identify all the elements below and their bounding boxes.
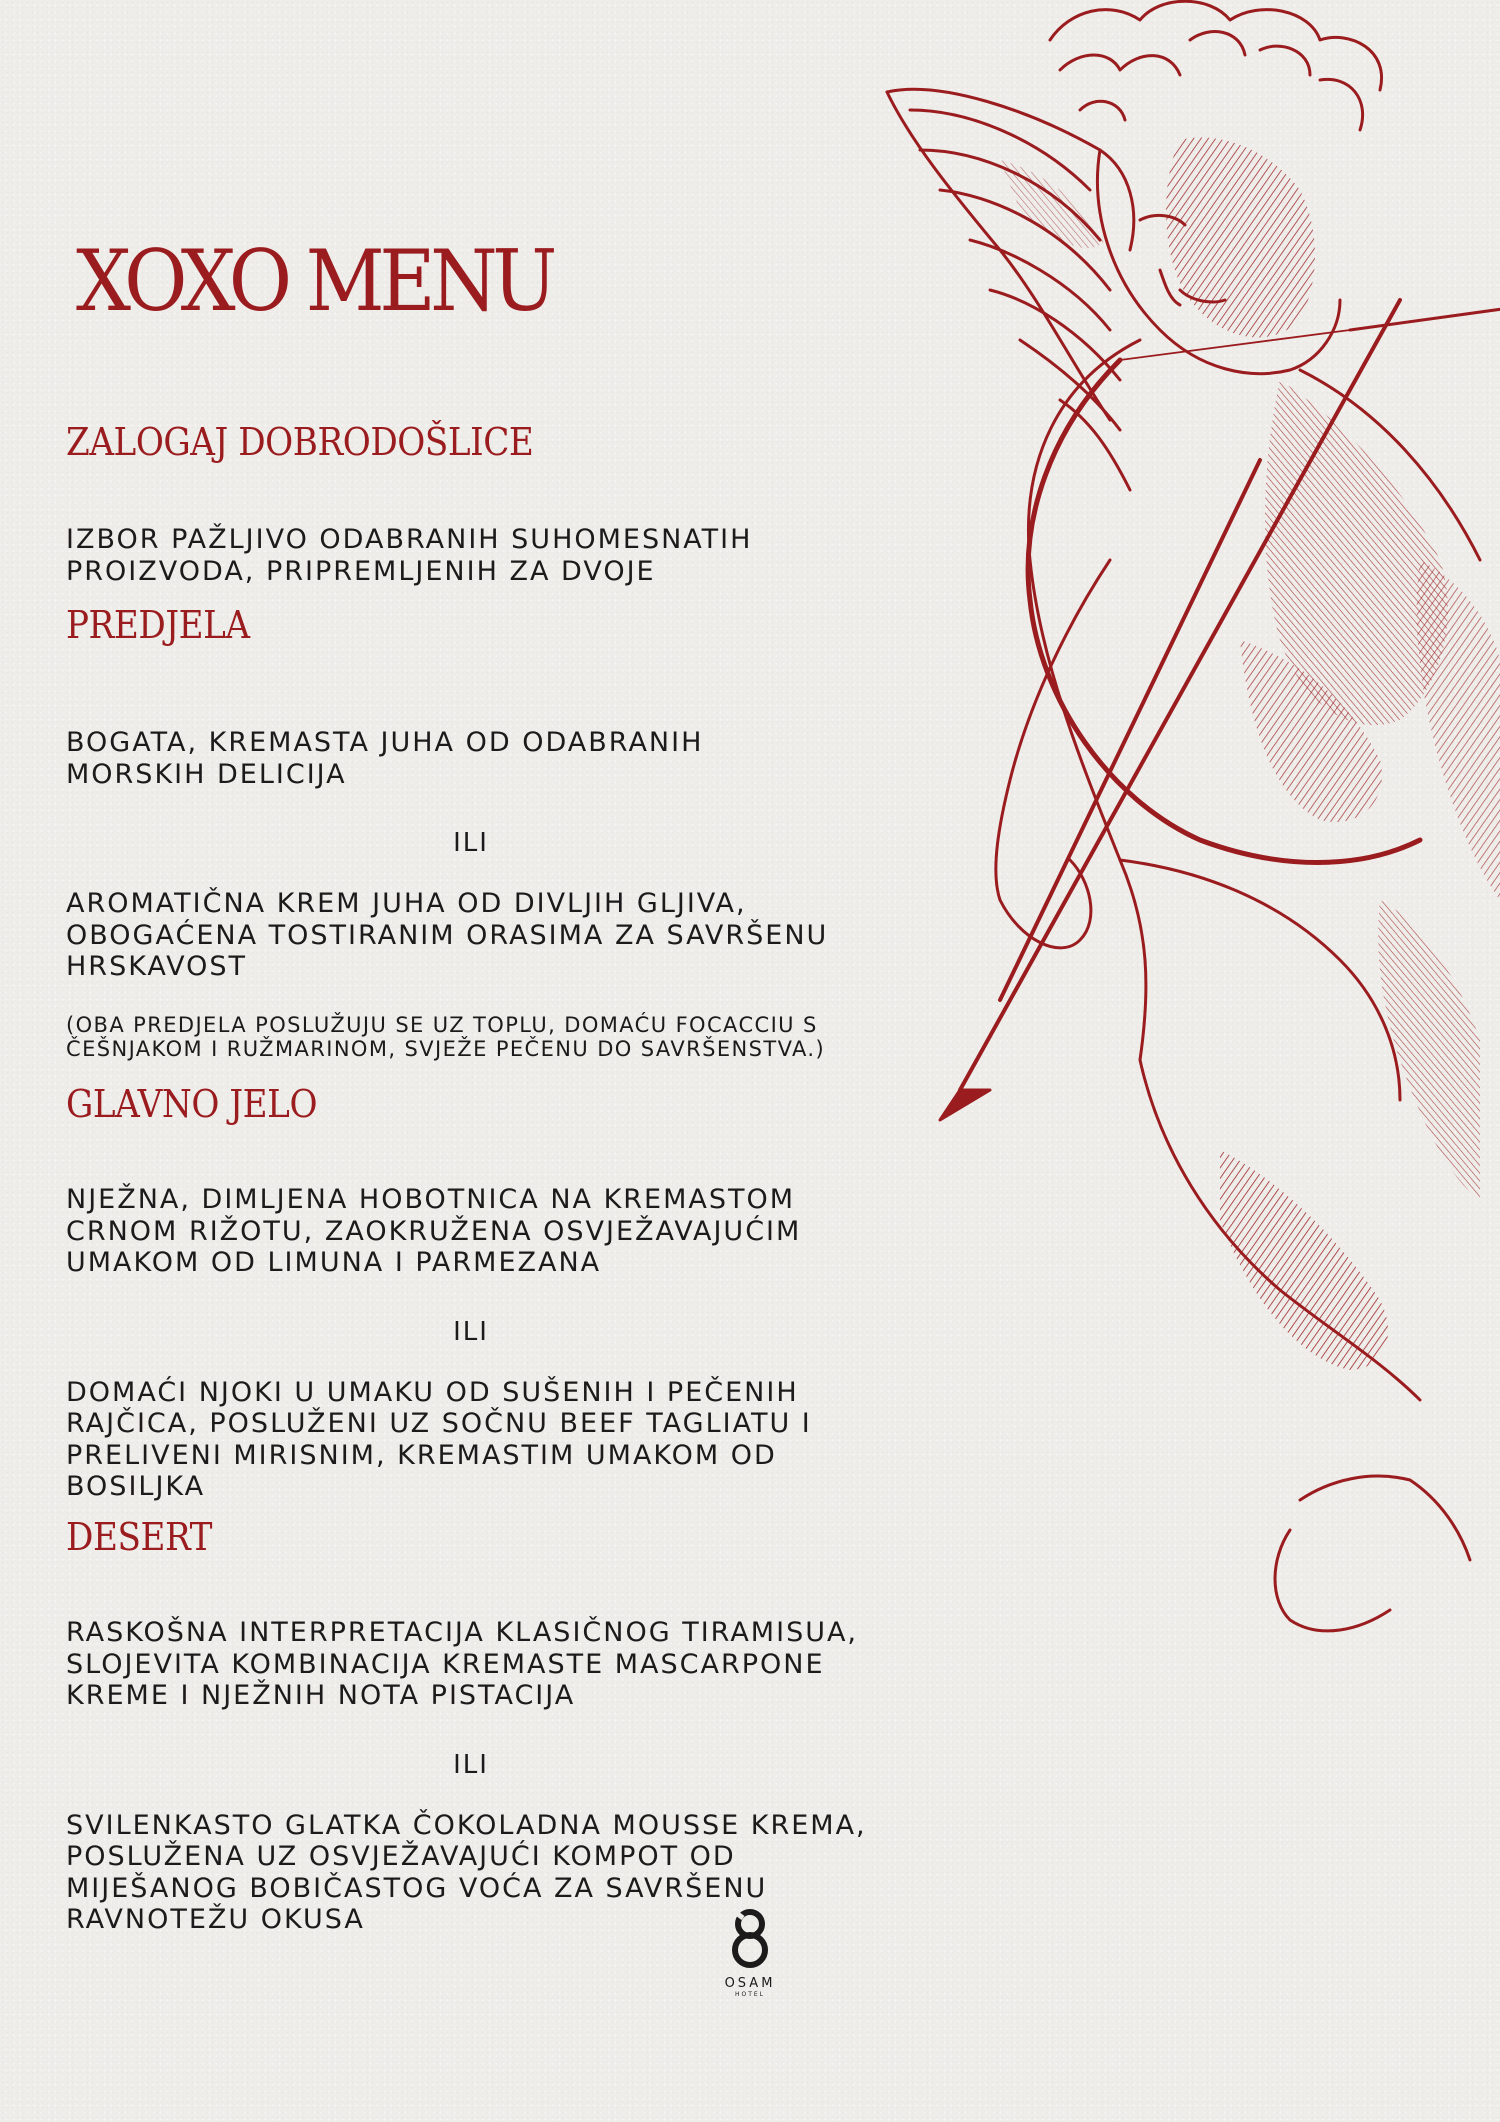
section-heading: DESERT bbox=[66, 1515, 213, 1559]
section-welcome bbox=[66, 420, 886, 587]
menu-item: IZBOR PAŽLJIVO ODABRANIH SUHOMESNATIH PROIZVODA, PRIPREMLJENIH ZA DVOJE bbox=[66, 524, 753, 587]
osam-logo bbox=[700, 1906, 800, 1998]
section-main-course bbox=[66, 1082, 886, 1503]
or-separator: ILI bbox=[453, 828, 489, 858]
menu-item: RASKOŠNA INTERPRETACIJA KLASIČNOG TIRAMISUA, SLOJEVITA KOMBINACIJA KREMASTE MASCARPONE KREME I NJEŽNIH NOTA PISTACIJA bbox=[66, 1617, 859, 1711]
section-starters bbox=[66, 603, 886, 1061]
section-heading: ZALOGAJ DOBRODOŠLICE bbox=[66, 420, 534, 464]
or-separator: ILI bbox=[453, 1749, 489, 1780]
or-separator: ILI bbox=[453, 1316, 489, 1347]
cupid-illustration bbox=[880, 0, 1500, 1720]
menu-item: BOGATA, KREMASTA JUHA OD ODABRANIH MORSKIH DELICIJA bbox=[66, 727, 704, 790]
eight-logo-icon bbox=[727, 1906, 773, 1970]
section-dessert bbox=[66, 1515, 886, 1936]
logo-sub: HOTEL bbox=[734, 1991, 766, 1998]
section-heading: GLAVNO JELO bbox=[66, 1082, 318, 1126]
menu-item: AROMATIČNA KREM JUHA OD DIVLJIH GLJIVA, OBOGAĆENA TOSTIRANIM ORASIMA ZA SAVRŠENU HRSKAVOST bbox=[66, 888, 829, 982]
menu-item: NJEŽNA, DIMLJENA HOBOTNICA NA KREMASTOM CRNOM RIŽOTU, ZAOKRUŽENA OSVJEŽAVAJUĆIM UMAKOM OD LIMUNA I PARMEZANA bbox=[66, 1184, 802, 1278]
menu-item: DOMAĆI NJOKI U UMAKU OD SUŠENIH I PEČENIH RAJČICA, POSLUŽENI UZ SOČNU BEEF TAGLIATU I PRELIVENI MIRISNIM, KREMASTIM UMAKOM OD BOSILJKA bbox=[66, 1376, 812, 1502]
menu-note: (OBA PREDJELA POSLUŽUJU SE UZ TOPLU, DOMAĆU FOCACCIU S ČEŠNJAKOM I RUŽMARINOM, SVJEŽE PEČENU DO SAVRŠENSTVA.) bbox=[66, 1012, 826, 1061]
menu-title: XOXO MENU bbox=[76, 232, 552, 330]
logo-name: OSAM bbox=[724, 1976, 776, 1991]
section-heading: PREDJELA bbox=[66, 603, 250, 647]
menu-item: SVILENKASTO GLATKA ČOKOLADNA MOUSSE KREMA, POSLUŽENA UZ OSVJEŽAVAJUĆI KOMPOT OD MIJEŠANOG BOBIČASTOG VOĆA ZA SAVRŠENU RAVNOTEŽU OKUSA bbox=[66, 1809, 867, 1935]
